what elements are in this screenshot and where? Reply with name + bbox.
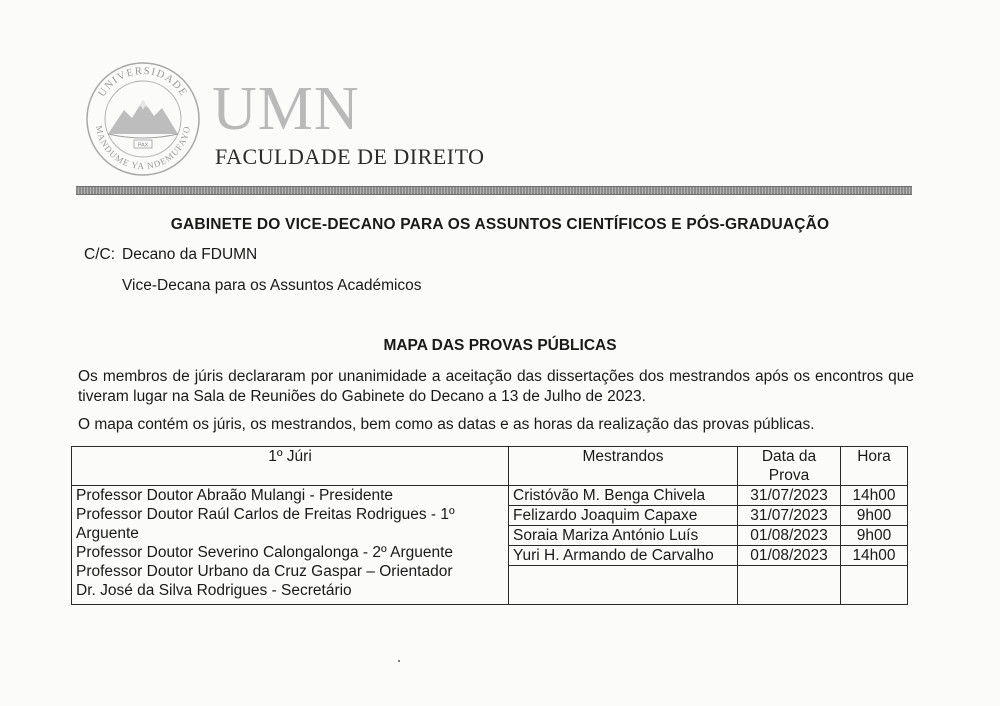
seal-ring-bottom: MANDUME YA NDEMUFAYO (93, 124, 192, 172)
jury-member: Dr. José da Silva Rodrigues - Secretário (76, 582, 352, 599)
defense-date: 01/08/2023 (738, 526, 841, 546)
defense-hour: 14h00 (841, 546, 908, 566)
defense-hour: 14h00 (841, 486, 908, 506)
cc-line-2 (122, 277, 422, 295)
jury-member: Professor Doutor Raúl Carlos de Freitas Rodrigues - 1º Arguente (76, 506, 455, 542)
public-defense-schedule-table (71, 446, 908, 605)
cc-line-1 (84, 246, 257, 264)
defense-hour: 9h00 (841, 506, 908, 526)
seal-icon (84, 60, 202, 178)
cc-recipient: Decano da FDUMN (122, 246, 258, 263)
header-date-line1: Data da (761, 448, 817, 465)
map-description-paragraph: O mapa contém os júris, os mestrandos, bem como as datas e as horas da realização das provas públicas. (78, 416, 815, 433)
header-jury: 1º Júri (72, 447, 509, 486)
cc-recipient: Vice-Decana para os Assuntos Académicos (122, 277, 422, 294)
student-name: Soraia Mariza António Luís (509, 526, 738, 546)
office-title: GABINETE DO VICE-DECANO PARA OS ASSUNTOS CIENTÍFICOS E PÓS-GRADUAÇÃO (170, 216, 830, 233)
table-header-row (72, 447, 908, 486)
intro-paragraph: Os membros de júris declararam por unanimidade a aceitação das dissertações dos mestrandos após os encontros que tiveram lugar na Sala de Reuniões do Gabinete do Decano a 13 de Julho de 2023. (78, 368, 914, 405)
header-date-line2: Prova (768, 467, 810, 484)
student-name: Cristóvão M. Benga Chivela (509, 486, 738, 506)
jury-members-cell (72, 486, 509, 605)
student-name: Yuri H. Armando de Carvalho (509, 546, 738, 566)
header-hour: Hora (841, 447, 908, 486)
header-date (738, 447, 841, 486)
jury-member: Professor Doutor Severino Calongalonga - 2º Arguente (76, 544, 454, 561)
defense-date: 31/07/2023 (738, 486, 841, 506)
empty-cell (738, 566, 841, 605)
defense-hour: 9h00 (841, 526, 908, 546)
jury-member: Professor Doutor Abraão Mulangi - Presidente (76, 487, 394, 504)
scan-speck (398, 660, 400, 662)
map-title: MAPA DAS PROVAS PÚBLICAS (383, 337, 617, 354)
table-row (72, 486, 908, 506)
jury-member: Professor Doutor Urbano da Cruz Gaspar – Orientador (76, 563, 453, 580)
student-name: Felizardo Joaquim Capaxe (509, 506, 738, 526)
header-divider (76, 186, 912, 195)
seal-motto: PAX (137, 142, 149, 149)
seal-ring-top: UNIVERSIDADE (96, 65, 190, 100)
empty-cell (841, 566, 908, 605)
defense-date: 31/07/2023 (738, 506, 841, 526)
empty-cell (509, 566, 738, 605)
cc-label: C/C: (84, 246, 115, 263)
faculty-name: FACULDADE DE DIREITO (215, 144, 485, 169)
university-logotype: UMN (212, 75, 360, 143)
university-seal (84, 60, 202, 178)
header-students: Mestrandos (509, 447, 738, 486)
defense-date: 01/08/2023 (738, 546, 841, 566)
